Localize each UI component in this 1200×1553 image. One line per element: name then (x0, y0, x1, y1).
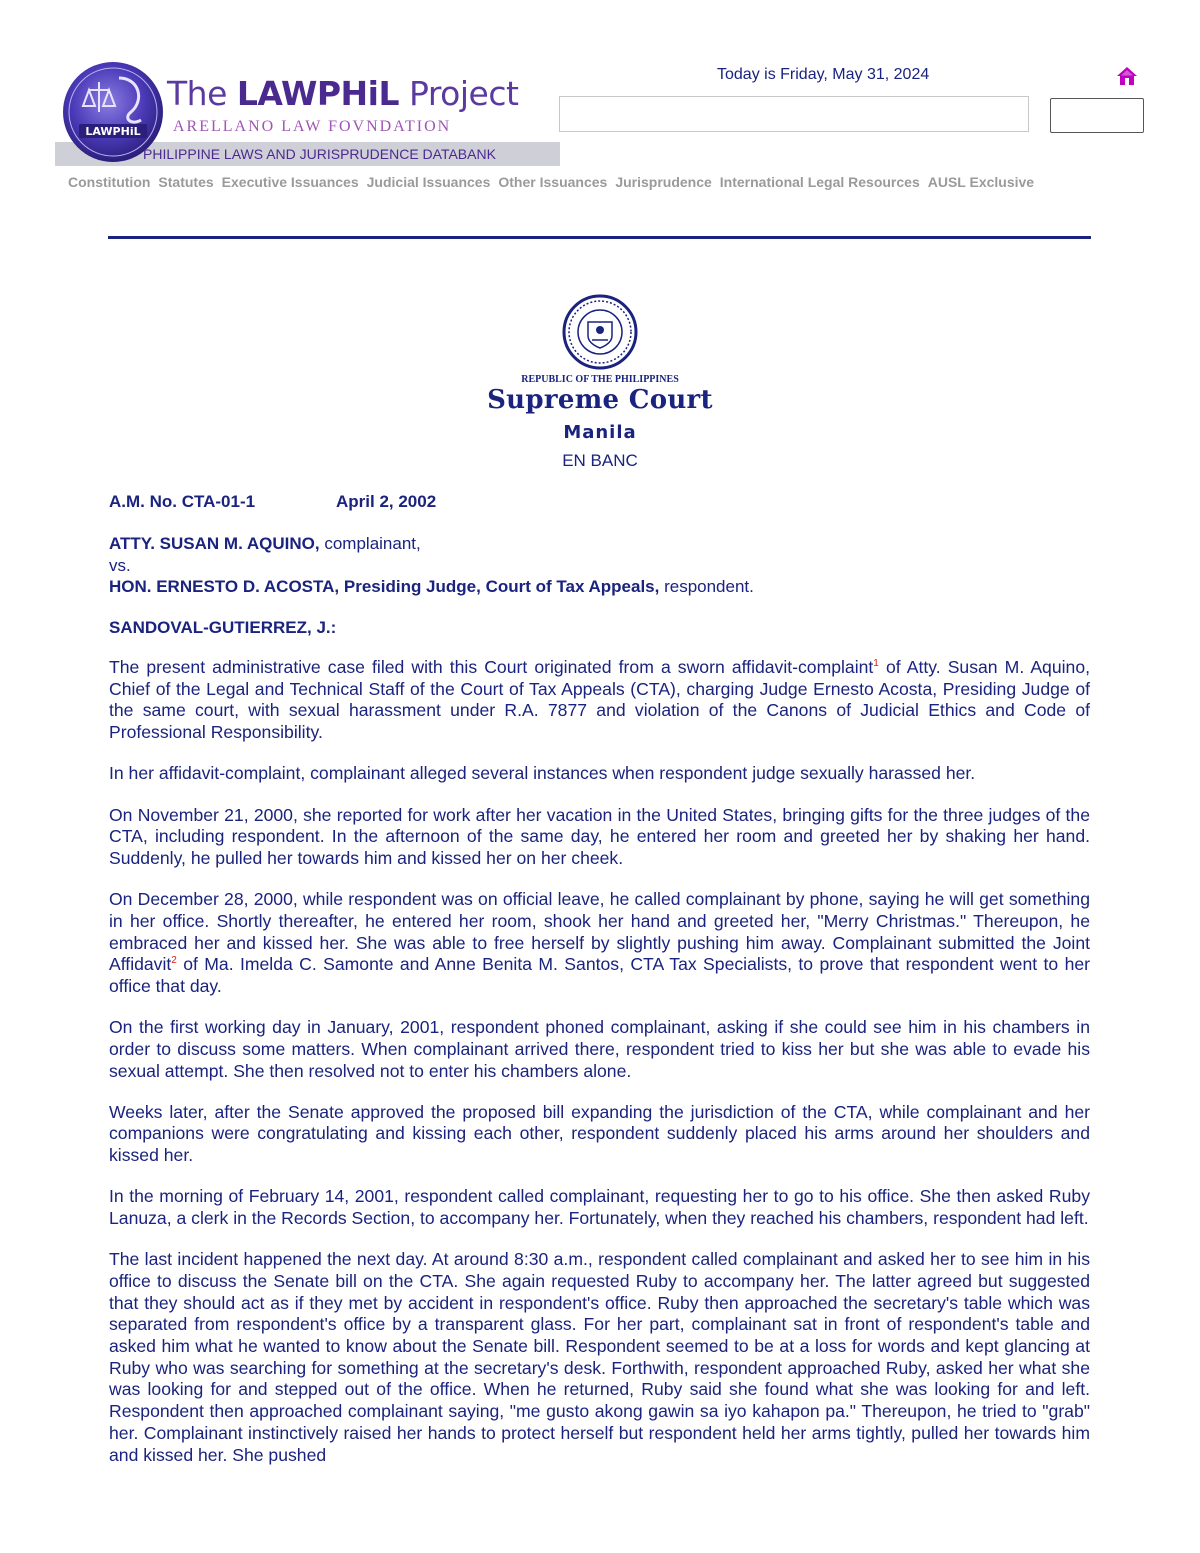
versus: vs. (109, 555, 131, 575)
svg-text:LAWPHiL: LAWPHiL (85, 125, 141, 138)
footnote-link[interactable]: 2 (171, 955, 177, 967)
case-number: A.M. No. CTA-01-1 (109, 492, 256, 511)
nav-jurisprudence[interactable]: Jurisprudence (615, 174, 712, 190)
today-date: Today is Friday, May 31, 2024 (717, 66, 930, 83)
case-date: April 2, 2002 (336, 492, 437, 511)
paragraph: On the first working day in January, 2001, respondent phoned complainant, asking if she could see him in his chambers in order to discuss some matters. When complainant arrived there, respondent tried to kiss her but she was able to evade his sexual attempt. She then resolved not to enter his chambers alone. (109, 1017, 1090, 1081)
nav-constitution[interactable]: Constitution (68, 174, 151, 190)
paragraph: The last incident happened the next day. At around 8:30 a.m., respondent called complainant and asked her to see him in his office to discuss the Senate bill on the CTA. She again requested Ruby to accompany her. The latter agreed but suggested that they should act as if they met by accident in respondent's office. Ruby then approached the secretary's table which was separated from respondent's office by a transparent glass. For her part, complainant sat in front of respondent's table and asked him what he wanted to know about the Senate bill. Respondent seemed to be at a loss for words and kept glancing at Ruby who was searching for something at the secretary's desk. Forthwith, respondent approached Ruby, asked her what she was looking for and stepped out of the office. When he returned, Ruby said she found what she was looking for and left. Respondent then approached complainant saying, "me gusto akong gawin sa iyo kahapon pa." Thereupon, he tried to "grab" her. Complainant instinctively raised her hands to protect herself but respondent held her arms tightly, pulled her towards him and kissed her. She pushed (109, 1249, 1090, 1465)
supreme-court-seal-icon (562, 294, 638, 370)
respondent-line (109, 576, 754, 598)
paragraph: The present administrative case filed with this Court originated from a sworn affidavit-complaint$^1$ of Atty. Susan M. Aquino, Chief of the Legal and Technical Staff of the Court of Tax Appeals (CTA), charging Judge Ernesto Acosta, Presiding Judge of the same court, with sexual harassment under R.A. 7877 and violation of the Canons of Judicial Ethics and Code of Professional Responsibility. (109, 657, 1090, 743)
main-nav (68, 174, 1042, 190)
home-icon[interactable] (1115, 65, 1139, 87)
nav-executive-issuances[interactable]: Executive Issuances (221, 174, 359, 190)
nav-other-issuances[interactable]: Other Issuances (498, 174, 608, 190)
paragraph: In the morning of February 14, 2001, respondent called complainant, requesting her to go to his office. She then asked Ruby Lanuza, a clerk in the Records Section, to accompany her. Fortunately, when they reached his chambers, respondent had left. (109, 1186, 1090, 1229)
paragraph: On December 28, 2000, while respondent was on official leave, he called complainant by phone, saying he will get something in her office. Shortly thereafter, he entered her room, shook her hand and greeted her, "Merry Christmas." Thereupon, he embraced her and kissed her. She was able to free herself by slightly pushing him away. Complainant submitted the Joint Affidavit$^2$ of Ma. Imelda C. Samonte and Anne Benita M. Santos, CTA Tax Specialists, to prove that respondent went to her office that day. (109, 889, 1090, 996)
court-name: Supreme Court (487, 385, 713, 415)
complainant-line (109, 533, 754, 555)
respondent-name: HON. ERNESTO D. ACOSTA, Presiding Judge, Court of Tax Appeals, (109, 577, 660, 596)
logo-subtitle: ARELLANO LAW FOVNDATION (173, 118, 452, 135)
respondent-role: respondent. (659, 577, 754, 596)
paragraph: Weeks later, after the Senate approved the proposed bill expanding the jurisdiction of the CTA, while complainant and her companions were congratulating and kissing each other, respondent suddenly placed his arms around her shoulders and kissed her. (109, 1101, 1090, 1166)
logo-tagline: PHILIPPINE LAWS AND JURISPRUDENCE DATABANK (143, 146, 496, 162)
decision-body (109, 657, 1090, 1486)
lawphil-logo[interactable] (55, 58, 560, 170)
complainant-role: complainant, (319, 534, 421, 553)
footnote-link[interactable]: 1 (873, 658, 879, 670)
search-button[interactable] (1050, 98, 1144, 133)
court-city: Manila (563, 422, 637, 443)
site-header (0, 0, 1200, 200)
paragraph: On November 21, 2000, she reported for work after her vacation in the United States, bringing gifts for the three judges of the CTA, including respondent. In the afternoon of the same day, he entered her room and greeted her by shaking her hand. Suddenly, he pulled her towards him and kissed her on her cheek. (109, 804, 1090, 868)
court-division: EN BANC (562, 451, 638, 470)
logo-title: The LAWPHiL Project (167, 74, 519, 113)
search-input[interactable] (559, 96, 1029, 132)
nav-statutes[interactable]: Statutes (158, 174, 214, 190)
ponente: SANDOVAL-GUTIERREZ, J.: (109, 618, 337, 637)
case-parties (109, 533, 754, 598)
nav-international-legal-resources[interactable]: International Legal Resources (719, 174, 920, 190)
nav-ausl-exclusive[interactable]: AUSL Exclusive (927, 174, 1035, 190)
case-number-line (109, 492, 437, 512)
paragraph: In her affidavit-complaint, complainant alleged several instances when respondent judge sexually harassed her. (109, 763, 976, 784)
header-divider (108, 236, 1091, 239)
nav-judicial-issuances[interactable]: Judicial Issuances (366, 174, 491, 190)
complainant-name: ATTY. SUSAN M. AQUINO, (109, 534, 320, 553)
republic-label: REPUBLIC OF THE PHILIPPINES (521, 374, 679, 385)
